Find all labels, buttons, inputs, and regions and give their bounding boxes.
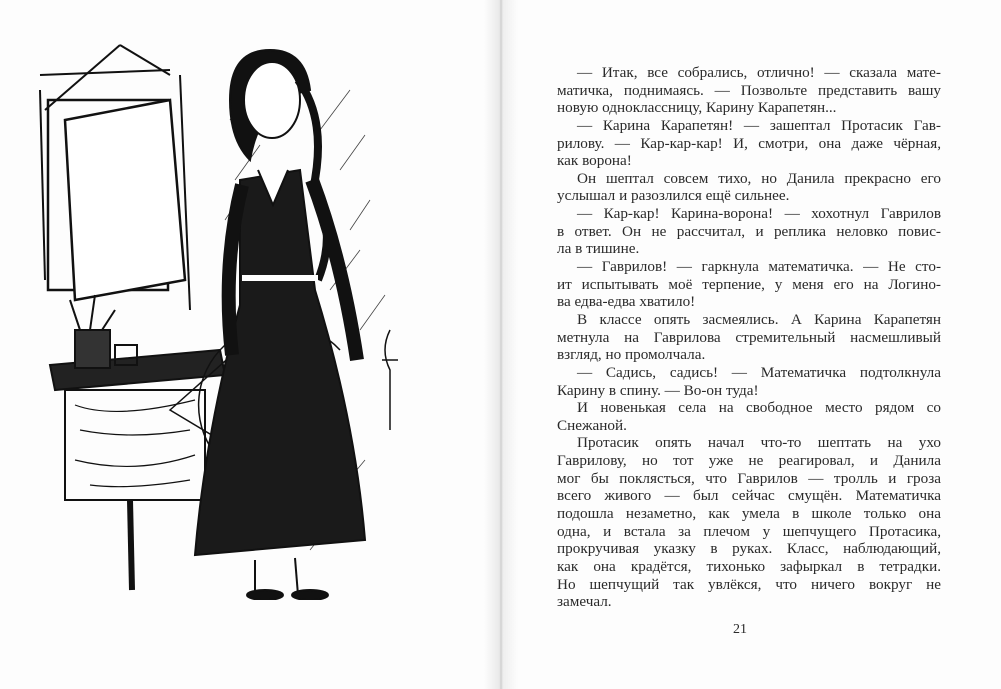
text-line: ва едва-едва хватило!: [557, 293, 696, 311]
text-line: ит испытывать моё терпение, у меня его на Логино-: [557, 275, 941, 293]
text-line: взгляд, но промолчала.: [557, 346, 706, 364]
text-line: — Гаврилов! — гаркнула математичка. — Не сто-: [577, 258, 941, 276]
text-line: Он шептал совсем тихо, но Данила прекрасно его: [577, 169, 941, 187]
text-line: В классе опять засмеялись. А Карина Карапетян: [577, 310, 941, 328]
text-line: одна, и встала за плечом у шепчущего Протасика,: [557, 522, 941, 540]
text-line: метнула на Гаврилова стремительный насмешливый: [557, 328, 941, 346]
text-line: матичка, поднимаясь. — Позвольте представить вашу: [557, 81, 941, 99]
text-line: — Карина Карапетян! — зашептал Протасик Гав-: [577, 116, 941, 134]
pointer-hanger-drawing: [382, 330, 398, 430]
text-line: — Кар-кар! Карина-ворона! — хохотнул Гаврилов: [577, 205, 941, 223]
text-line: рилову. — Кар-кар-кар! И, смотри, она даже чёрная,: [557, 134, 941, 152]
text-line: новую одноклассницу, Карину Карапетян...: [557, 99, 837, 117]
text-line: в ответ. Он не рассчитал, и реплика неловко повис-: [557, 222, 941, 240]
easel-drawing: [40, 45, 190, 310]
text-line: прокручивая указку в руках. Класс, наблюдающий,: [557, 540, 941, 558]
text-line: ла в тишине.: [557, 240, 640, 258]
text-line: всего живого — был сейчас смущён. Математичка: [557, 487, 941, 505]
left-page: [0, 0, 500, 689]
text-line: как ворона!: [557, 152, 632, 170]
text-line: И новенькая села на свободное место рядом со: [577, 399, 941, 417]
text-line: подошла незаметно, как умела в школе только она: [557, 505, 941, 523]
text-line: Но шепчущий так увлёкся, что ничего вокруг не: [557, 575, 941, 593]
illustration-girl-in-classroom: [20, 30, 400, 600]
text-line: Гаврилову, но тот уже не реагировал, и Данила: [557, 452, 941, 470]
text-line: — Итак, все собрались, отлично! — сказала мате-: [577, 64, 941, 81]
text-line: Карину в спину. — Во-он туда!: [557, 381, 759, 399]
text-line: Протасик опять начал что-то шептать на ухо: [577, 434, 941, 452]
story-text: [557, 64, 941, 611]
page-number: 21: [733, 622, 747, 637]
text-line: Снежаной.: [557, 416, 627, 434]
text-line: как она крадётся, тихонько зафыркал в тетрадки.: [557, 557, 941, 575]
text-line: замечал.: [557, 593, 612, 611]
book-gutter: [484, 0, 518, 689]
text-line: услышал и разозлился ещё сильнее.: [557, 187, 790, 205]
girl-figure: [195, 50, 365, 600]
text-line: — Садись, садись! — Математичка подтолкнула: [577, 363, 941, 381]
text-line: мог бы поклясться, что Гаврилов — тролль и гроза: [557, 469, 941, 487]
